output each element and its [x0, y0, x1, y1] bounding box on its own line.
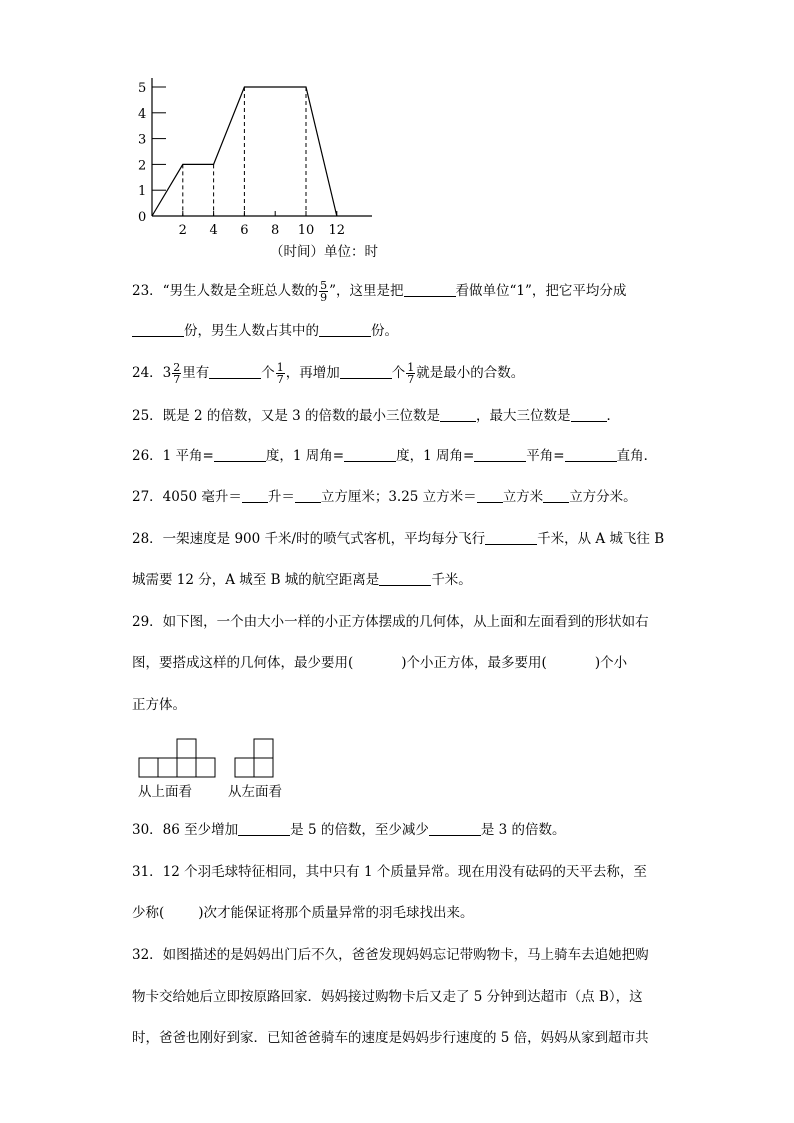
x-tick-label: 4 [209, 223, 218, 238]
graph-svg [120, 70, 410, 245]
question-29-line-2: 图，要搭成这样的几何体，最少要用( )个小正方体，最多要用( )个小 [132, 655, 628, 671]
left-view-label: 从左面看 [228, 784, 282, 800]
time-line-graph [120, 70, 410, 265]
y-tick-label: 4 [138, 106, 147, 122]
question-28-line-1: 28．一架速度是 900 千米/时的喷气式客机，平均每分飞行 千米，从 A 城飞往 B [132, 531, 665, 547]
answer-blank[interactable] [543, 488, 569, 503]
question-31-line-2: 少称( )次才能保证将那个质量异常的羽毛球找出来。 [132, 905, 474, 921]
question-24: 24．3 $\frac{2}{7}$ 里有 个 $\frac{1}{7}$ ，再增加 个 $\frac{1}{7}$ 就是最小的合数。 [132, 361, 525, 386]
question-23-line-2: 份，男生人数占其中的 份。 [132, 321, 398, 341]
answer-blank[interactable] [440, 407, 476, 422]
x-tick-label: 10 [297, 223, 315, 238]
question-32-line-3: 时，爸爸也刚好到家．已知爸爸骑车的速度是妈妈步行速度的 5 倍，妈妈从家到超市共 [132, 1030, 649, 1046]
answer-blank[interactable] [242, 488, 268, 503]
x-tick-label: 8 [271, 223, 280, 238]
answer-blank[interactable] [477, 488, 503, 503]
mixed-number-fraction: $\frac{2}{7}$ [173, 361, 181, 386]
x-tick-label: 2 [178, 223, 187, 238]
answer-blank[interactable] [429, 821, 481, 836]
answer-blank[interactable] [404, 282, 456, 297]
answer-blank[interactable] [474, 447, 526, 462]
answer-blank[interactable] [238, 821, 290, 836]
answer-blank[interactable] [214, 447, 266, 462]
fraction-five-ninths: $\frac{5}{9}$ [320, 279, 328, 304]
answer-blank[interactable] [132, 322, 184, 337]
answer-blank[interactable] [571, 407, 607, 422]
answer-blank[interactable] [340, 364, 392, 379]
answer-blank[interactable] [295, 488, 321, 503]
fraction-one-seventh: $\frac{1}{7}$ [276, 361, 284, 386]
answer-blank[interactable] [344, 447, 396, 462]
question-29-line-3: 正方体。 [132, 697, 186, 713]
question-23-line-1: 23．“男生人数是全班总人数的 $\frac{5}{9}$ ”，这里是把 看做单位“1”，把它平均分成 [132, 279, 627, 304]
answer-blank[interactable] [209, 364, 261, 379]
cube-views-figure [136, 734, 296, 800]
y-tick-label: 5 [138, 81, 147, 96]
y-tick-label: 2 [138, 158, 147, 174]
question-32-line-1: 32．如图描述的是妈妈出门后不久，爸爸发现妈妈忘记带购物卡，马上骑车去追她把购 [132, 947, 649, 963]
question-30: 30．86 至少增加 是 5 的倍数，至少减少 是 3 的倍数。 [132, 822, 566, 838]
question-26: 26．1 平角= 度，1 周角= 度，1 周角= 平角= 直角． [132, 448, 658, 464]
answer-blank[interactable] [485, 530, 537, 545]
question-28-line-2: 城需要 12 分，A 城至 B 城的航空距离是 千米。 [132, 572, 472, 588]
question-31-line-1: 31．12 个羽毛球特征相同，其中只有 1 个质量异常。现在用没有砝码的天平去称，至 [132, 864, 647, 880]
answer-blank[interactable] [379, 571, 431, 586]
answer-blank[interactable] [319, 322, 371, 337]
question-27: 27．4050 毫升＝ 升＝ 立方厘米；3.25 立方米＝ 立方米 立方分米。 [132, 489, 637, 505]
answer-blank[interactable] [565, 447, 617, 462]
fraction-one-seventh: $\frac{1}{7}$ [407, 361, 415, 386]
y-tick-label: 3 [138, 132, 147, 148]
x-tick-label: 6 [240, 223, 249, 238]
question-25: 25．既是 2 的倍数，又是 3 的倍数的最小三位数是 ，最大三位数是 ． [132, 408, 621, 424]
x-tick-label: 12 [328, 223, 346, 238]
question-32-line-2: 物卡交给她后立即按原路回家．妈妈接过购物卡后又走了 5 分钟到达超市（点 B），这 [132, 989, 643, 1005]
top-view-grid [138, 736, 220, 780]
y-tick-label: 1 [138, 184, 147, 200]
top-view-label: 从上面看 [138, 784, 192, 800]
x-axis-label: （时间）单位：时 [270, 244, 378, 260]
left-view-grid [234, 736, 284, 780]
y-tick-label: 0 [138, 210, 147, 225]
question-29-line-1: 29．如下图，一个由大小一样的小正方体摆成的几何体，从上面和左面看到的形状如右 [132, 614, 649, 630]
